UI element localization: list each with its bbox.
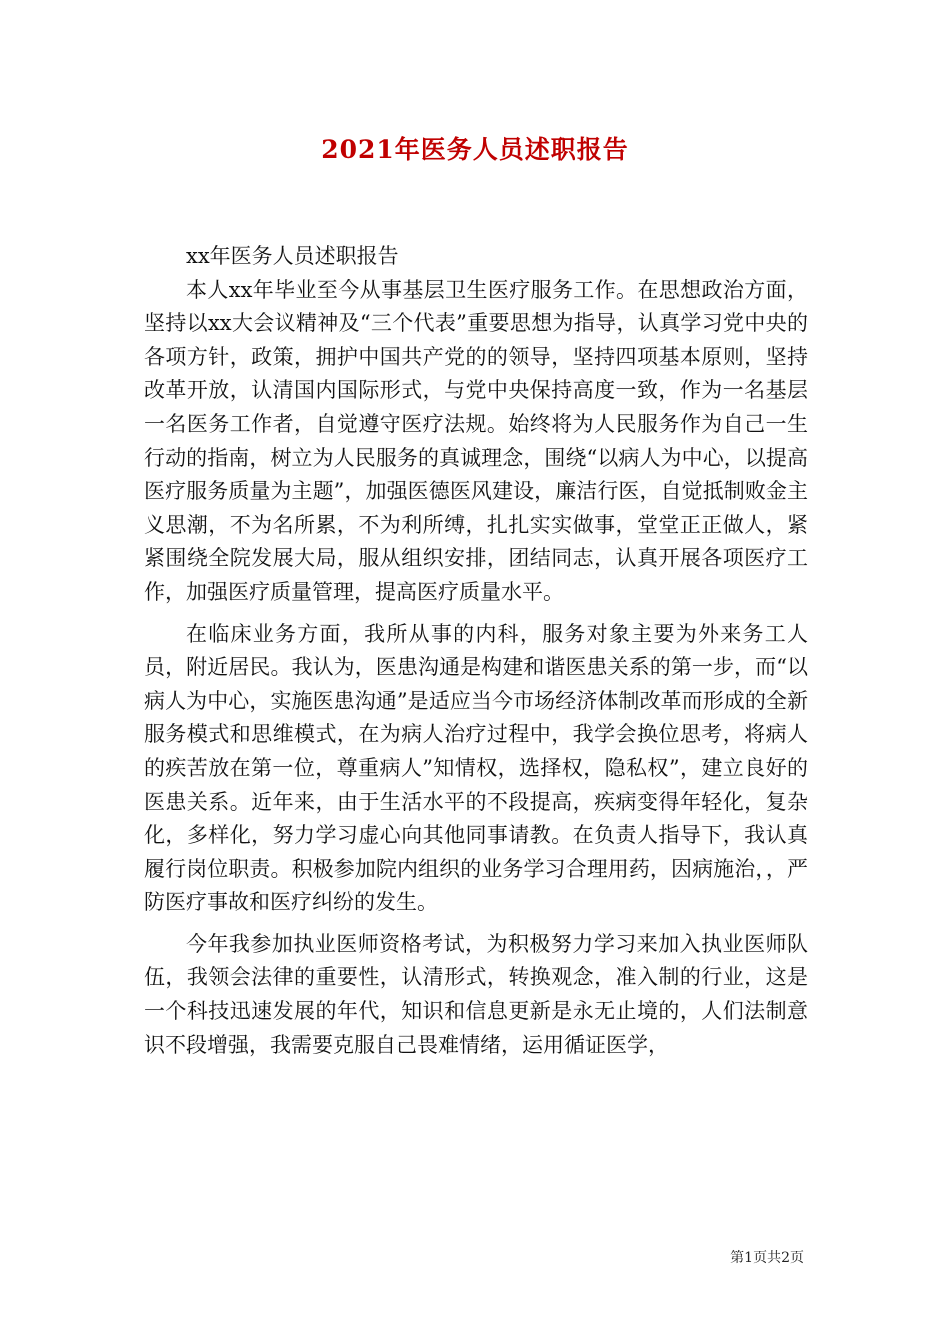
page-indicator: 第1页共2页 (730, 1250, 804, 1266)
document-title: 2021年医务人员述职报告 (321, 135, 629, 164)
document-subtitle: xx年医务人员述职报告 (186, 244, 399, 268)
document-body (144, 240, 808, 1062)
paragraph-3: 今年我参加执业医师资格考试，为积极努力学习来加入执业医师队伍，我领会法律的重要性，认清形式，转换观念，准入制的行业，这是一个科技迅速发展的年代，知识和信息更新是永无止境的，人们法制意识不段增强，我需要克服自己畏难情绪，运用循证医学， (144, 931, 808, 1057)
paragraph-1: 本人xx年毕业至今从事基层卫生医疗服务工作。在思想政治方面，坚持以xx大会议精神及“三个代表”重要思想为指导，认真学习党中央的各项方针，政策，拥护中国共产党的的领导，坚持四项基本原则，坚持改革开放，认清国内国际形式，与党中央保持高度一致，作为一名基层一名医务工作者，自觉遵守医疗法规。始终将为人民服务作为自己一生行动的指南，树立为人民服务的真诚理念，围绕“以病人为中心，以提高医疗服务质量为主题”，加强医德医风建设，廉洁行医，自觉抵制败金主义思潮，不为名所累，不为利所缚，扎扎实实做事，堂堂正正做人，紧紧围绕全院发展大局，服从组织安排，团结同志，认真开展各项医疗工作，加强医疗质量管理，提高医疗质量水平。 (144, 277, 808, 604)
paragraph-2: 在临床业务方面，我所从事的内科，服务对象主要为外来务工人员，附近居民。我认为，医患沟通是构建和谐医患关系的第一步，而“以病人为中心，实施医患沟通”是适应当今市场经济体制改革而形成的全新服务模式和思维模式，在为病人治疗过程中，我学会换位思考，将病人的疾苦放在第一位，尊重病人”知情权，选择权，隐私权”，建立良好的医患关系。近年来，由于生活水平的不段提高，疾病变得年轻化，复杂化，多样化，努力学习虚心向其他同事请教。在负责人指导下，我认真履行岗位职责。积极参加院内组织的业务学习合理用药，因病施治，，严防医疗事故和医疗纠纷的发生。 (144, 621, 808, 915)
